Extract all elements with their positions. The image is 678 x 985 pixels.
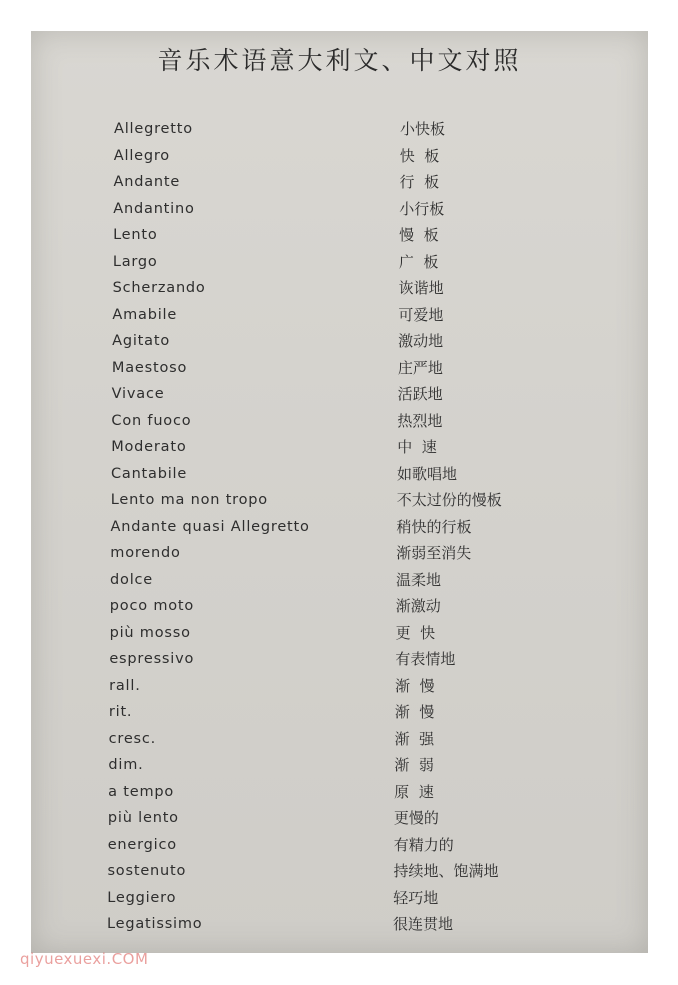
- chinese-meaning: 渐激动: [395, 597, 441, 615]
- chinese-meaning: 诙谐地: [398, 279, 444, 297]
- chinese-meaning: 持续地、饱满地: [393, 862, 499, 880]
- chinese-meaning: 行 板: [399, 173, 440, 191]
- chinese-meaning: 渐 弱: [394, 756, 434, 774]
- italian-term: dim.: [108, 757, 144, 773]
- term-row: [31, 250, 648, 274]
- document-title: 音乐术语意大利文、中文对照: [157, 46, 522, 75]
- watermark-text: qiyuexuexi.COM: [20, 950, 149, 968]
- term-row: [31, 647, 648, 671]
- document-sheet: [31, 31, 648, 953]
- term-row: [31, 144, 648, 168]
- italian-term: Cantabile: [110, 465, 188, 482]
- term-row: [31, 329, 648, 353]
- chinese-meaning: 快 板: [399, 146, 440, 165]
- chinese-meaning: 慢 板: [399, 226, 439, 244]
- term-row: [31, 594, 648, 618]
- italian-term: Amabile: [112, 306, 178, 323]
- italian-term: cresc.: [108, 730, 157, 747]
- italian-term: Scherzando: [112, 280, 206, 296]
- italian-term: sostenuto: [107, 863, 187, 879]
- term-row: [31, 621, 648, 645]
- italian-term: espressivo: [109, 651, 195, 667]
- term-row: [31, 435, 648, 459]
- italian-term: Andantino: [113, 200, 195, 217]
- chinese-meaning: 渐 强: [394, 729, 435, 748]
- italian-term: poco moto: [109, 598, 195, 614]
- term-row: [31, 859, 648, 883]
- italian-term: Maestoso: [111, 359, 188, 376]
- term-row: [31, 356, 648, 380]
- italian-term: Allegro: [113, 147, 170, 164]
- chinese-meaning: 可爱地: [398, 305, 444, 324]
- term-row: [31, 170, 648, 194]
- term-row: [31, 409, 648, 433]
- term-list: [31, 31, 648, 953]
- chinese-meaning: 庄严地: [397, 358, 443, 377]
- italian-term: dolce: [110, 571, 154, 588]
- term-row: [31, 674, 648, 698]
- chinese-meaning: 渐 慢: [394, 703, 435, 721]
- italian-term: più lento: [107, 810, 179, 826]
- term-row: [31, 276, 648, 300]
- italian-term: a tempo: [108, 783, 175, 800]
- chinese-meaning: 热烈地: [397, 411, 443, 430]
- term-row: [31, 117, 648, 141]
- chinese-meaning: 小快板: [400, 120, 446, 138]
- chinese-meaning: 活跃地: [397, 385, 443, 403]
- chinese-meaning: 很连贯地: [393, 915, 454, 933]
- italian-term: Lento: [113, 227, 158, 243]
- italian-term: energico: [107, 836, 177, 853]
- term-row: [31, 568, 648, 592]
- chinese-meaning: 广 板: [398, 252, 439, 271]
- chinese-meaning: 有精力的: [393, 835, 454, 854]
- term-row: [31, 223, 648, 247]
- italian-term: Allegretto: [114, 121, 193, 137]
- italian-term: Andante quasi Allegretto: [110, 518, 310, 535]
- chinese-meaning: 小行板: [399, 199, 445, 218]
- italian-term: morendo: [110, 545, 181, 561]
- chinese-meaning: 激动地: [398, 332, 444, 350]
- chinese-meaning: 更 快: [395, 623, 436, 642]
- chinese-meaning: 渐弱至消失: [396, 544, 472, 562]
- term-row: [31, 303, 648, 327]
- italian-term: più mosso: [109, 624, 191, 641]
- chinese-meaning: 渐 慢: [395, 676, 435, 695]
- chinese-meaning: 轻巧地: [393, 888, 439, 907]
- term-row: [31, 462, 648, 486]
- chinese-meaning: 如歌唱地: [396, 464, 457, 483]
- chinese-meaning: 不太过份的慢板: [396, 491, 502, 509]
- italian-term: Moderato: [111, 439, 187, 455]
- italian-term: Leggiero: [107, 889, 177, 906]
- term-row: [31, 197, 648, 221]
- italian-term: Legatissimo: [107, 916, 203, 932]
- term-row: [31, 806, 648, 830]
- term-row: [31, 780, 648, 804]
- term-row: [31, 515, 648, 539]
- italian-term: rall.: [109, 677, 141, 694]
- italian-term: Largo: [112, 253, 158, 270]
- chinese-meaning: 温柔地: [396, 570, 442, 589]
- italian-term: Vivace: [111, 386, 165, 402]
- term-row: [31, 833, 648, 857]
- italian-term: Andante: [113, 174, 181, 190]
- term-row: [31, 912, 648, 936]
- chinese-meaning: 更慢的: [393, 809, 439, 827]
- italian-term: rit.: [108, 704, 133, 720]
- term-row: [31, 488, 648, 512]
- term-row: [31, 382, 648, 406]
- italian-term: Con fuoco: [111, 412, 192, 429]
- term-row: [31, 541, 648, 565]
- chinese-meaning: 中 速: [397, 438, 437, 456]
- italian-term: Agitato: [112, 333, 171, 349]
- term-row: [31, 700, 648, 724]
- chinese-meaning: 原 速: [394, 782, 434, 801]
- chinese-meaning: 稍快的行板: [396, 517, 472, 536]
- term-row: [31, 727, 648, 751]
- term-row: [31, 886, 648, 910]
- chinese-meaning: 有表情地: [395, 650, 456, 668]
- term-row: [31, 753, 648, 777]
- italian-term: Lento ma non tropo: [110, 492, 268, 508]
